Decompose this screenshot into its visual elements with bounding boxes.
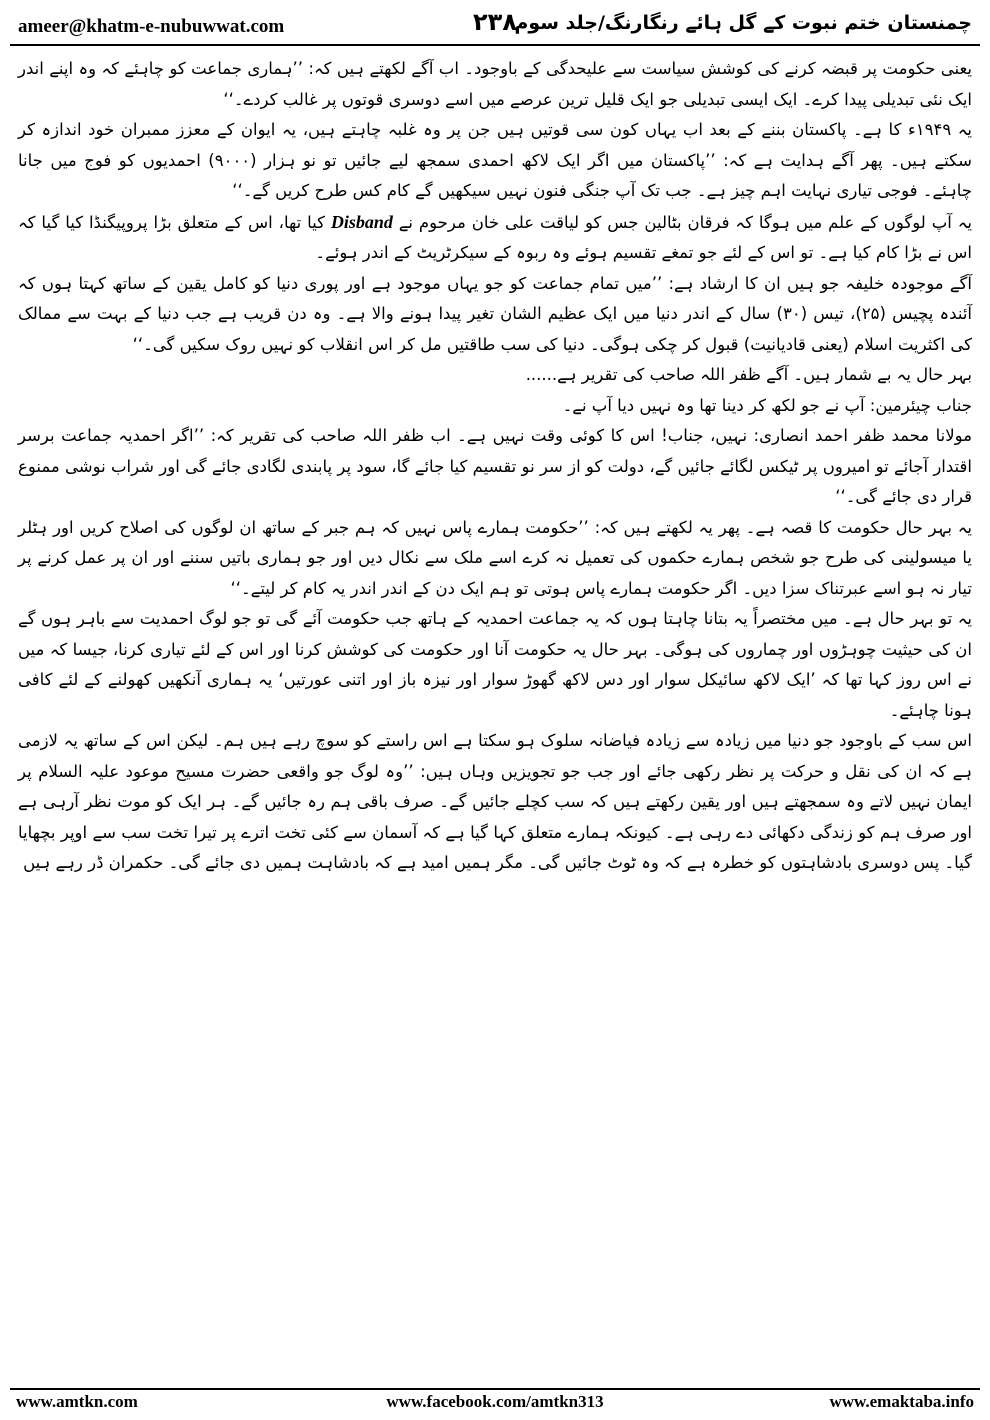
- disband-latin-term: Disband: [330, 211, 393, 232]
- page-header: [10, 6, 980, 42]
- paragraph: مولانا محمد ظفر احمد انصاری: نہیں، جناب! اس کا کوئی وقت نہیں ہے۔ اب ظفر اللہ صاحب کی تقریر کہ: ’’اگر احمدیہ جماعت برسر اقتدار آجائے تو امیروں پر ٹیکس لگائے جائیں گے، دولت کو از سر نو تقسیم کیا جائے گا، سود پر پابندی لگادی جائے گی اور شراب نوشی ممنوع قرار دی جائے گی۔‘‘: [18, 426, 972, 506]
- page-body: [18, 54, 972, 879]
- footer-link-amtkn[interactable]: www.amtkn.com: [16, 1392, 138, 1411]
- paragraph: یہ ۱۹۴۹ء کا ہے۔ پاکستان بننے کے بعد اب یہاں کون سی قوتیں ہیں جن پر وہ غلبہ چاہتے ہیں، یہ ایوان کے معزز ممبران خود اندازہ کر سکتے ہیں۔ پھر آگے ہدایت ہے کہ: ’’پاکستان میں اگر ایک لاکھ احمدی سمجھ لیے جائیں تو نو ہزار (۹۰۰۰) احمدیوں کو فوج میں جانا چاہئے۔ فوجی تیاری نہایت اہم چیز ہے۔ جب تک آپ جنگی فنون نہیں سیکھیں گے کام کس طرح کریں گے۔‘‘: [18, 120, 972, 200]
- paragraph: بہر حال یہ بے شمار ہیں۔ آگے ظفر اللہ صاحب کی تقریر ہے......: [525, 365, 972, 384]
- page-footer: [10, 1392, 980, 1416]
- book-title: چمنستان ختم نبوت کے گل ہائے رنگارنگ/جلد سوم: [514, 12, 972, 34]
- paragraph: اس سب کے باوجود جو دنیا میں زیادہ سے زیادہ فیاضانہ سلوک ہو سکتا ہے اس راستے کو سوچ رہے ہیں ہم۔ لیکن اس کے ساتھ یہ لازمی ہے کہ ان کی نقل و حرکت پر نظر رکھی جائے اور جب جو تجویزیں وہاں ہیں: ’’وہ لوگ جو واقعی حضرت مسیح موعود علیہ السلام پر ایمان نہیں لاتے وہ سمجھتے ہیں اور یقین رکھتے ہیں کہ سب کچلے جائیں گے۔ صرف باقی ہم رہ جائیں گے۔ ہر ایک کو موت نظر آرہی ہے اور صرف ہم کو زندگی دکھائی دے رہی ہے۔ کیونکہ ہمارے متعلق کہا گیا ہے کہ آسمان سے کئی تخت اترے پر تیرا تخت سب سے اوپر بچھایا گیا۔ پس دوسری بادشاہتوں کو خطرہ ہے کہ وہ ٹوٹ جائیں گی۔ مگر ہمیں امید ہے کہ بادشاہت ہمیں دی جائے گی۔ حکمران ڈر رہے ہیں: [18, 731, 972, 872]
- paragraph: یہ بہر حال حکومت کا قصہ ہے۔ پھر یہ لکھتے ہیں کہ: ’’حکومت ہمارے پاس نہیں کہ ہم جبر کے ساتھ ان لوگوں کی اصلاح کریں اور ہٹلر یا میسولینی کی طرح جو شخص ہمارے حکموں کی تعمیل نہ کرے اسے ملک سے نکال دیں اور جو ہماری باتیں سننے اور ان پر عمل کرنے پر تیار نہ ہو اسے عبرتناک سزا دیں۔ اگر حکومت ہمارے پاس ہوتی تو ہم ایک دن کے اندر اندر یہ کام کر لیتے۔‘‘: [18, 517, 972, 598]
- footer-link-emaktaba[interactable]: www.emaktaba.info: [829, 1392, 974, 1411]
- page-number: ۲۳۸: [473, 8, 517, 36]
- footer-link-facebook[interactable]: www.facebook.com/amtkn313: [386, 1392, 604, 1411]
- paragraph: یہ تو بہر حال ہے۔ میں مختصراً یہ بتانا چاہتا ہوں کہ یہ جماعت احمدیہ کے ہاتھ جب حکومت آئے گی تو جو لوگ احمدیت سے باہر ہوں گے ان کی حیثیت چوہڑوں اور چماروں کی ہوگی۔ بہر حال یہ حکومت آنا اور حکومت کی کوشش کرنا اور اس کے لئے تیاری کرنا، جیسا کہ میں نے اس روز کہا تھا کہ ’ایک لاکھ سائیکل سوار اور دس لاکھ گھوڑ سوار اور نیزہ باز اور اتنی عورتیں‘ یہ ہماری آنکھیں کھولنے کے لئے کافی ہونا چاہئے۔: [18, 609, 972, 720]
- paragraph-disband: [18, 207, 972, 269]
- header-divider: [10, 44, 980, 46]
- paragraph: جناب چیئرمین: آپ نے جو لکھ کر دینا تھا وہ نہیں دیا آپ نے۔: [562, 395, 972, 415]
- footer-divider: [10, 1388, 980, 1390]
- paragraph: آگے موجودہ خلیفہ جو ہیں ان کا ارشاد ہے: ’’میں تمام جماعت کو جو یہاں موجود ہے اور پوری دنیا کو کامل یقین کے ساتھ کہتا ہوں کہ آئندہ پچیس (۲۵)، تیس (۳۰) سال کے اندر دنیا میں ایک عظیم الشان تغیر پیدا ہونے والا ہے۔ وہ دن قریب ہے جب دنیا کے بہت سے ممالک کی اکثریت اسلام (یعنی قادیانیت) قبول کر چکی ہوگی۔ دنیا کی سب طاقتیں مل کر اس انقلاب کو نہیں روک سکیں گی۔‘‘: [18, 273, 973, 354]
- paragraph: یعنی حکومت پر قبضہ کرنے کی کوشش سیاست سے علیحدگی کے باوجود۔ اب آگے لکھتے ہیں کہ: ’’ہماری جماعت کو چاہئے کہ وہ اپنے اندر ایک نئی تبدیلی پیدا کرے۔ ایک ایسی تبدیلی جو ایک قلیل ترین عرصے میں اسے دوسری قوتوں پر غالب کردے۔‘‘: [18, 59, 972, 109]
- header-email[interactable]: ameer@khatm-e-nubuwwat.com: [18, 16, 285, 37]
- disband-text-after: کیا تھا، اس کے متعلق بڑا پروپیگنڈا کیا گیا کہ اس نے بڑا کام کیا ہے۔ تو اس کے لئے جو تمغے تقسیم ہوئے وہ ربوہ کے سیکرٹریٹ کے اندر ہوئے۔: [18, 212, 972, 262]
- disband-text-before: یہ آپ لوگوں کے علم میں ہوگا کہ فرقان بٹالین جس کو لیاقت علی خان مرحوم نے: [392, 212, 972, 232]
